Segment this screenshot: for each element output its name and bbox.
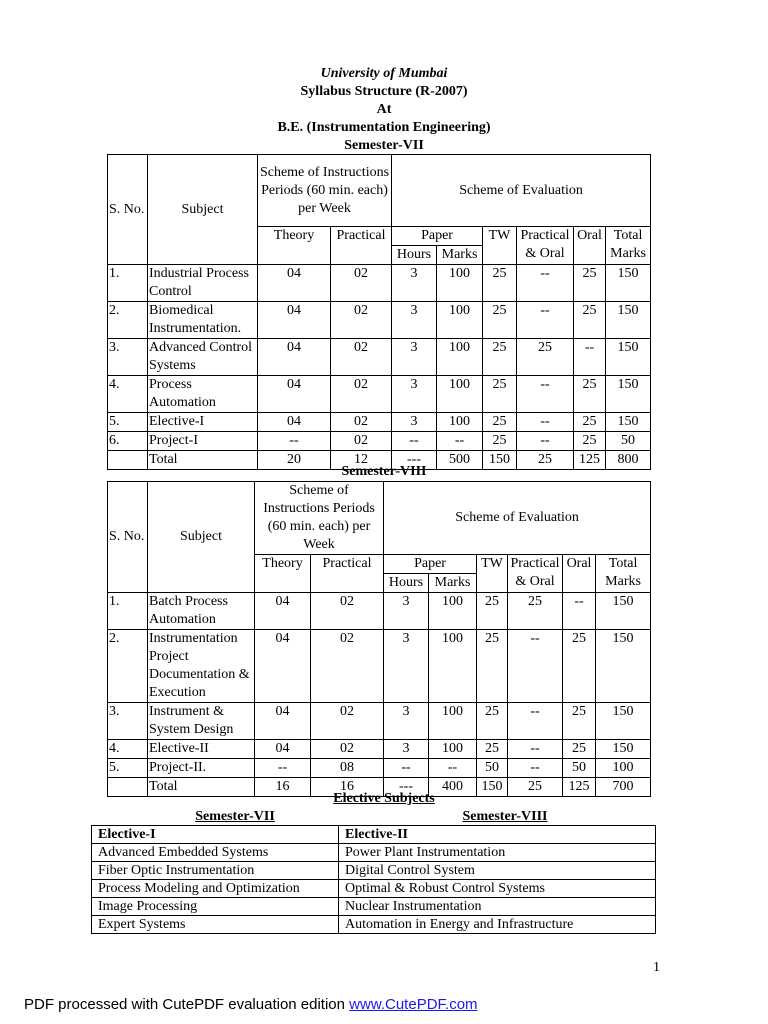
cell-total: 150: [606, 413, 651, 432]
cell-tw: 150: [483, 451, 517, 470]
cell-tw: 25: [477, 630, 508, 703]
cell-total: 150: [606, 339, 651, 376]
cell-marks: 100: [437, 339, 483, 376]
elective-i-item: Advanced Embedded Systems: [92, 844, 339, 862]
header-sno: S. No.: [108, 482, 148, 593]
cell-hours: 3: [392, 302, 437, 339]
elective-i-item: Image Processing: [92, 898, 339, 916]
university-name: University of Mumbai: [320, 66, 448, 81]
cell-total: 150: [596, 593, 651, 630]
cell-theory: 04: [255, 740, 311, 759]
cell-theory: 20: [258, 451, 331, 470]
table-row: [108, 593, 651, 630]
cell-practical-oral: --: [508, 740, 563, 759]
cell-total: 150: [606, 265, 651, 302]
table-row: [92, 916, 656, 934]
cell-marks: 500: [437, 451, 483, 470]
header-sno: S. No.: [108, 155, 148, 265]
cell-practical: 02: [311, 593, 384, 630]
cell-oral: 125: [574, 451, 606, 470]
table-row: [108, 265, 651, 302]
cell-tw: 25: [477, 703, 508, 740]
cell-practical: 16: [311, 778, 384, 797]
cell-subject: Process Automation: [148, 376, 258, 413]
cell-practical: 02: [331, 413, 392, 432]
cell-sno: 4.: [108, 740, 148, 759]
header-tw: TW: [483, 227, 517, 265]
cell-practical-oral: --: [508, 759, 563, 778]
header-practical: Practical: [331, 227, 392, 265]
cell-total: 150: [596, 703, 651, 740]
cell-theory: 04: [258, 339, 331, 376]
cell-sno: 3.: [108, 703, 148, 740]
header-practical: Practical: [311, 555, 384, 593]
footer-text: PDF processed with CutePDF evaluation edition: [24, 996, 350, 1013]
cell-hours: 3: [384, 740, 429, 759]
header-practical-oral: Practical & Oral: [508, 555, 563, 593]
header-total-marks: Total Marks: [606, 227, 651, 265]
cell-oral: 25: [574, 413, 606, 432]
cell-oral: 25: [563, 630, 596, 703]
cell-theory: 04: [255, 593, 311, 630]
table-row: [108, 432, 651, 451]
elective-subjects-title: Elective Subjects: [333, 791, 435, 806]
cell-sno: 1.: [108, 265, 148, 302]
header-scheme-instructions: Scheme of Instructions Periods (60 min. each) per Week: [255, 482, 384, 555]
header-oral: Oral: [574, 227, 606, 265]
elective-header-row: [92, 826, 656, 844]
cell-sno: 2.: [108, 302, 148, 339]
header-subject: Subject: [148, 155, 258, 265]
cell-tw: 25: [483, 432, 517, 451]
elective-ii-item: Optimal & Robust Control Systems: [339, 880, 656, 898]
table-row: [108, 413, 651, 432]
cell-marks: 100: [437, 376, 483, 413]
cell-hours: 3: [384, 703, 429, 740]
cell-marks: 100: [437, 413, 483, 432]
table-row: [108, 759, 651, 778]
cell-practical-oral: --: [517, 413, 574, 432]
cell-theory: --: [255, 759, 311, 778]
elective-ii-header: Elective-II: [339, 826, 656, 844]
syllabus-structure: Syllabus Structure (R-2007): [300, 84, 468, 99]
cell-oral: 25: [574, 376, 606, 413]
cell-oral: --: [563, 593, 596, 630]
cell-total-label: Total: [148, 451, 258, 470]
cell-sno: 5.: [108, 759, 148, 778]
table-row: [92, 898, 656, 916]
table-row: [92, 862, 656, 880]
cell-practical: 12: [331, 451, 392, 470]
cell-total: 150: [606, 376, 651, 413]
cell-tw: 25: [483, 413, 517, 432]
table-row: [108, 740, 651, 759]
header-theory: Theory: [255, 555, 311, 593]
cell-hours: 3: [384, 593, 429, 630]
cell-oral: --: [574, 339, 606, 376]
elective-i-item: Expert Systems: [92, 916, 339, 934]
cell-subject: Elective-II: [148, 740, 255, 759]
cell-theory: 04: [258, 265, 331, 302]
cell-practical-oral: --: [508, 703, 563, 740]
cell-total-label: Total: [148, 778, 255, 797]
cell-oral: 25: [574, 265, 606, 302]
cell-marks: 100: [429, 630, 477, 703]
cell-sno: 2.: [108, 630, 148, 703]
cell-practical: 08: [311, 759, 384, 778]
cell-hours: ---: [392, 451, 437, 470]
cell-subject: Elective-I: [148, 413, 258, 432]
cell-practical-oral: --: [517, 302, 574, 339]
semester-viii-table: [107, 481, 651, 797]
cell-sno: 4.: [108, 376, 148, 413]
table-row: [108, 339, 651, 376]
cell-total: 150: [596, 740, 651, 759]
cell-subject: Industrial Process Control: [148, 265, 258, 302]
cell-tw: 25: [477, 740, 508, 759]
cell-tw: 25: [483, 339, 517, 376]
at-label: At: [376, 102, 392, 117]
semester-vii-table: [107, 154, 651, 470]
semester-vii-title: Semester-VII: [344, 138, 424, 153]
cell-theory: --: [258, 432, 331, 451]
cell-theory: 04: [255, 630, 311, 703]
cell-marks: 400: [429, 778, 477, 797]
cell-practical: 02: [331, 432, 392, 451]
cell-practical-oral: --: [517, 376, 574, 413]
header-tw: TW: [477, 555, 508, 593]
elective-ii-item: Nuclear Instrumentation: [339, 898, 656, 916]
cell-subject: Instrument & System Design: [148, 703, 255, 740]
cell-practical: 02: [331, 376, 392, 413]
elective-i-item: Fiber Optic Instrumentation: [92, 862, 339, 880]
cell-sno: 6.: [108, 432, 148, 451]
header-oral: Oral: [563, 555, 596, 593]
cell-marks: --: [437, 432, 483, 451]
cell-practical: 02: [331, 302, 392, 339]
cell-subject: Advanced Control Systems: [148, 339, 258, 376]
cell-practical: 02: [331, 265, 392, 302]
semester-viii-title: Semester-VIII: [341, 464, 427, 479]
table-row: [108, 376, 651, 413]
cell-theory: 04: [258, 302, 331, 339]
table-row: [92, 844, 656, 862]
cell-hours: 3: [384, 630, 429, 703]
header-total-marks: Total Marks: [596, 555, 651, 593]
cell-marks: 100: [437, 302, 483, 339]
cell-total: 100: [596, 759, 651, 778]
cell-hours: 3: [392, 413, 437, 432]
cell-marks: 100: [429, 740, 477, 759]
degree-title: B.E. (Instrumentation Engineering): [277, 120, 491, 135]
cell-subject: Project-II.: [148, 759, 255, 778]
cell-oral: 25: [574, 302, 606, 339]
cell-theory: 04: [258, 413, 331, 432]
table-row: [92, 880, 656, 898]
cell-tw: 25: [477, 593, 508, 630]
cell-practical: 02: [311, 703, 384, 740]
header-scheme-evaluation: Scheme of Evaluation: [392, 155, 651, 227]
cell-practical: 02: [311, 630, 384, 703]
cell-theory: 16: [255, 778, 311, 797]
elective-i-item: Process Modeling and Optimization: [92, 880, 339, 898]
cell-marks: 100: [429, 703, 477, 740]
table-row: [108, 630, 651, 703]
table-row: [108, 703, 651, 740]
header-theory: Theory: [258, 227, 331, 265]
cell-subject: Biomedical Instrumentation.: [148, 302, 258, 339]
elective-ii-item: Digital Control System: [339, 862, 656, 880]
cell-subject: Batch Process Automation: [148, 593, 255, 630]
cell-total: 50: [606, 432, 651, 451]
cell-hours: 3: [392, 376, 437, 413]
elective-i-header: Elective-I: [92, 826, 339, 844]
cell-oral: 25: [563, 703, 596, 740]
cell-total: 800: [606, 451, 651, 470]
header-paper: Paper: [392, 227, 483, 246]
cell-practical-oral: --: [517, 432, 574, 451]
header-subject: Subject: [148, 482, 255, 593]
header-scheme-instructions: Scheme of Instructions Periods (60 min. each) per Week: [258, 155, 392, 227]
cell-practical-oral: --: [508, 630, 563, 703]
elective-ii-item: Power Plant Instrumentation: [339, 844, 656, 862]
cell-practical: 02: [311, 740, 384, 759]
cell-subject: Instrumentation Project Documentation & Execution: [148, 630, 255, 703]
header-practical-oral: Practical & Oral: [517, 227, 574, 265]
cell-hours: 3: [392, 265, 437, 302]
cell-theory: 04: [255, 703, 311, 740]
elective-table: [91, 825, 656, 934]
cell-tw: 25: [483, 376, 517, 413]
header-marks: Marks: [437, 246, 483, 265]
header-hours: Hours: [384, 574, 429, 593]
cell-tw: 25: [483, 302, 517, 339]
cell-hours: 3: [392, 339, 437, 376]
elective-ii-item: Automation in Energy and Infrastructure: [339, 916, 656, 934]
header-paper: Paper: [384, 555, 477, 574]
cell-total: 150: [606, 302, 651, 339]
cell-marks: 100: [429, 593, 477, 630]
cell-total: 700: [596, 778, 651, 797]
cell-tw: 25: [483, 265, 517, 302]
cell-practical: 02: [331, 339, 392, 376]
header-hours: Hours: [392, 246, 437, 265]
cell-hours: ---: [384, 778, 429, 797]
cell-oral: 25: [563, 740, 596, 759]
footer: [24, 996, 478, 1013]
cell-total: 150: [596, 630, 651, 703]
cell-practical-oral: 25: [517, 339, 574, 376]
cell-theory: 04: [258, 376, 331, 413]
cell-sno: 3.: [108, 339, 148, 376]
cell-hours: --: [392, 432, 437, 451]
elective-semester-vii-label: Semester-VII: [195, 809, 275, 824]
cell-tw: 50: [477, 759, 508, 778]
page-number: 1: [653, 960, 660, 975]
cell-practical-oral: 25: [508, 778, 563, 797]
cell-practical-oral: 25: [508, 593, 563, 630]
cell-sno: 1.: [108, 593, 148, 630]
header-marks: Marks: [429, 574, 477, 593]
cell-hours: --: [384, 759, 429, 778]
cell-marks: 100: [437, 265, 483, 302]
table-row: [108, 302, 651, 339]
cell-practical-oral: --: [517, 265, 574, 302]
header-scheme-evaluation: Scheme of Evaluation: [384, 482, 651, 555]
cell-sno: 5.: [108, 413, 148, 432]
cell-subject: Project-I: [148, 432, 258, 451]
cutepdf-link[interactable]: www.CutePDF.com: [349, 996, 478, 1013]
cell-marks: --: [429, 759, 477, 778]
elective-semester-viii-label: Semester-VIII: [462, 809, 548, 824]
cell-practical-oral: 25: [517, 451, 574, 470]
cell-tw: 150: [477, 778, 508, 797]
cell-oral: 25: [574, 432, 606, 451]
cell-oral: 125: [563, 778, 596, 797]
cell-oral: 50: [563, 759, 596, 778]
